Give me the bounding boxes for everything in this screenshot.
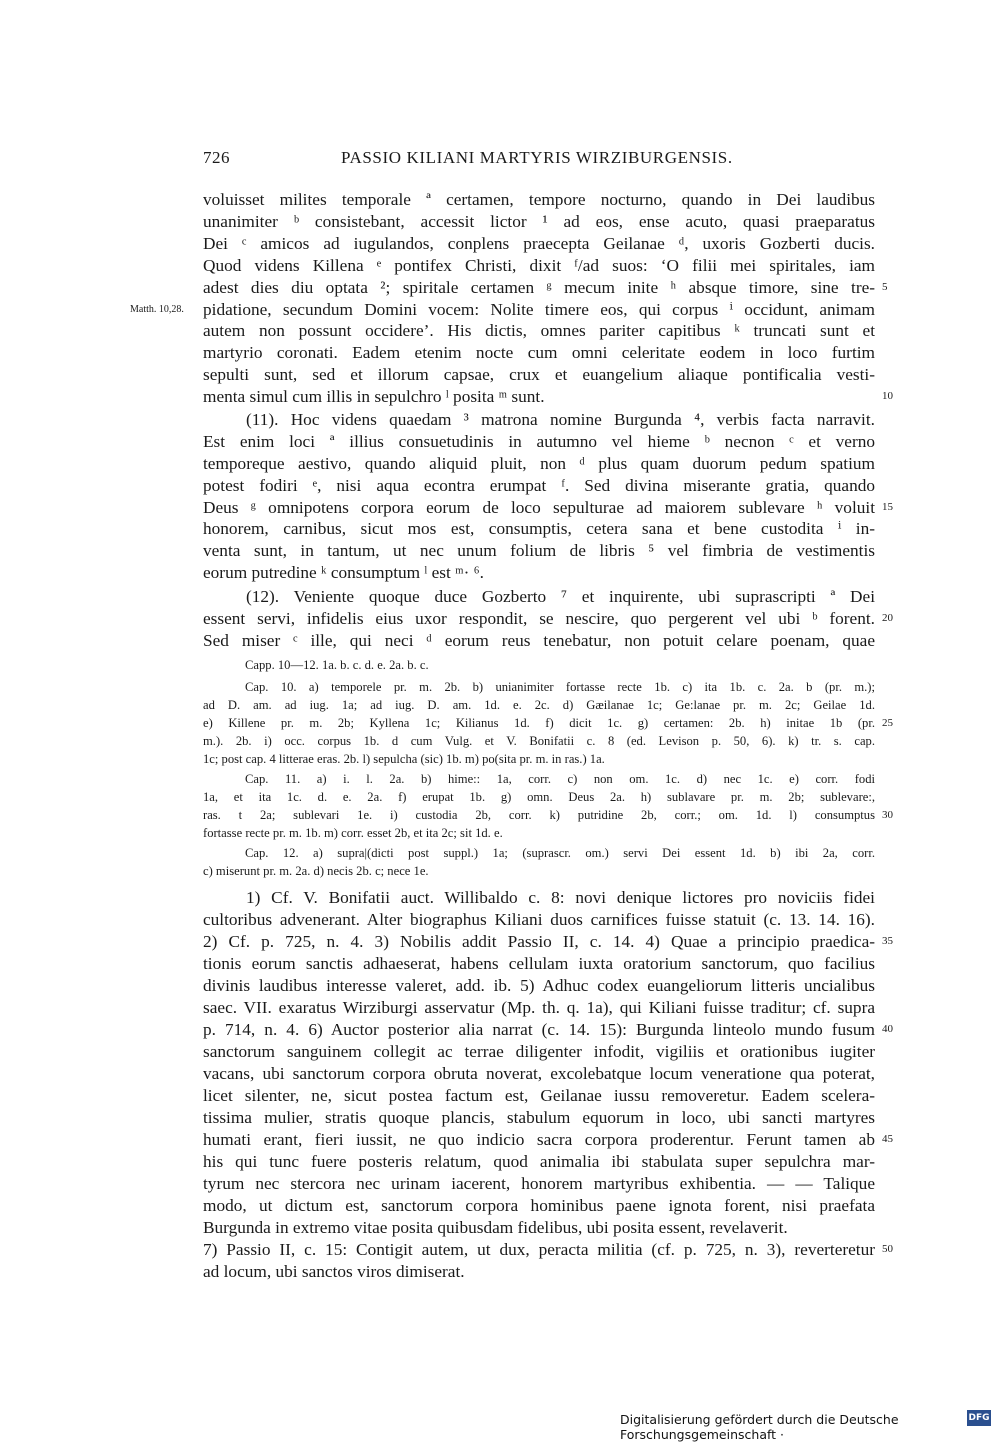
page-number: 726 [203, 148, 230, 167]
text-line: adest dies diu optata ²; spiritale certamen ᵍ mecum inite ʰ absque timore, sine tre- [203, 278, 875, 297]
note-line: Burgunda in extremo vitae posita quibusdam fidelibus, ubi posita essent, revelaverit. [203, 1218, 788, 1237]
digitization-credit: Digitalisierung gefördert durch die Deutsche Forschungsgemeinschaft · [620, 1412, 899, 1442]
note-line: tyrum nec stercora nec urinam iacerent, honorem martyribus exhibentia. — — Talique [203, 1174, 875, 1193]
text-line: unanimiter ᵇ consistebant, accessit lictor ¹ ad eos, ense acuto, quasi praeparatus [203, 212, 875, 231]
note-line: 2) Cf. p. 725, n. 4. 3) Nobilis addit Passio II, c. 14. 4) Quae a principio praedica- [203, 932, 875, 951]
apparatus-line: ras. t 2a; sublevari 1e. i) custodia 2b, corr. k) putridine 2b, corr.; om. 1d. l) consumptus [203, 808, 875, 822]
line-number: 35 [882, 935, 893, 947]
note-line: cultoribus advenerant. Alter biographus Kiliani duos carnifices fuisse statuit (c. 13. 14. 16). [203, 910, 875, 929]
note-line: p. 714, n. 4. 6) Auctor posterior alia narrat (c. 14. 15): Burgunda linteolo mundo fusum [203, 1020, 875, 1039]
apparatus-line: c) miserunt pr. m. 2a. d) necis 2b. c; nece 1e. [203, 864, 429, 878]
line-number: 50 [882, 1243, 893, 1255]
text-line: venta sunt, in tantum, ut nec unum folium de libris ⁵ vel fimbria de vestimentis [203, 541, 875, 560]
note-line: 7) Passio II, c. 15: Contigit autem, ut dux, peracta militia (cf. p. 725, n. 3), reverteretur [203, 1240, 875, 1259]
note-line: tissima mulier, stratis quoque plancis, stabulum equorum in loco, ubi sancti martyres [203, 1108, 875, 1127]
apparatus-line: 1c; post cap. 4 litterae eras. 2b. l) sepulcha (sic) 1b. m) po(sita pr. m. in ras.) 1a. [203, 752, 605, 766]
apparatus-line: m.). 2b. i) occ. corpus 1b. d cum Vulg. et V. Bonifatii c. 8 (ed. Levison p. 50, 6). k) tr. s. cap. [203, 734, 875, 748]
apparatus-line: Capp. 10—12. 1a. b. c. d. e. 2a. b. c. [245, 658, 429, 672]
text-line: martyrio coronati. Eadem etenim nocte cum omni celeritate eodem in loco furtim [203, 343, 875, 362]
text-line: (11). Hoc videns quaedam ³ matrona nomine Burgunda ⁴, verbis facta narravit. [246, 410, 875, 429]
apparatus-line: Cap. 12. a) supra|(dicti post suppl.) 1a; (suprascr. om.) servi Dei essent 1d. b) ibi 2a, corr. [245, 846, 875, 860]
note-line: saec. VII. exaratus Wirziburgi asservatur (Mp. th. q. 1a), qui Kiliani fuisse traditur; cf. supra [203, 998, 875, 1017]
apparatus-line: 1a, et ita 1c. d. e. 2a. f) erupat 1b. g) omn. Deus 2a. h) sublavare pr. m. 2b; sublevare:, [203, 790, 875, 804]
text-line: potest fodiri ᵉ, nisi aqua econtra erumpat ᶠ. Sed divina miserante gratia, quando [203, 476, 875, 495]
apparatus-line: Cap. 11. a) i. l. 2a. b) hime:: 1a, corr. c) non om. 1c. d) nec 1c. e) corr. fodi [245, 772, 875, 786]
page-header [203, 148, 875, 172]
text-line: voluisset milites temporale ª certamen, tempore nocturno, quando in Dei laudibus [203, 190, 875, 209]
apparatus-line: e) Killene pr. m. 2b; Kyllena 1c; Kilianus 1d. f) dicit 1c. g) certamen: 2b. h) initae 1b (pr. [203, 716, 875, 730]
text-line: essent servi, infidelis eius uxor respondit, se nescire, quo pergerent vel ubi ᵇ forent. [203, 609, 875, 628]
line-number: 20 [882, 612, 893, 624]
text-line: honorem, carnibus, sicut mos est, consumptis, cetera sana et bene custodita ⁱ in- [203, 519, 875, 538]
note-line: divinis laudibus interesse valeret, add. ib. 5) Adhuc codex euangeliorum litteris uncialibus [203, 976, 875, 995]
text-line: Deus ᵍ omnipotens corpora eorum de loco sepulturae ad maiorem sublevare ʰ voluit [203, 498, 875, 517]
note-line: humati erant, fieri iussit, ne quo indicio sacra corpora proderentur. Ferunt tamen ab [203, 1130, 875, 1149]
line-number: 5 [882, 281, 888, 293]
apparatus-line: Cap. 10. a) temporele pr. m. 2b. b) unianimiter fortasse recte 1b. c) ita 1b. c. 2a. b (pr. m.); [245, 680, 875, 694]
line-number: 45 [882, 1133, 893, 1145]
line-number: 40 [882, 1023, 893, 1035]
note-line: vacans, ubi sanctorum corpora obruta noverat, excolebatque locum veneratione qua poterat, [203, 1064, 875, 1083]
line-number: 25 [882, 717, 893, 729]
apparatus-line: fortasse recte pr. m. 1b. m) corr. esset 2b, et ita 2c; sit 1d. e. [203, 826, 503, 840]
note-line: modo, ut dictum est, sanctorum corpora hominibus paene ignota forent, nisi praefata [203, 1196, 875, 1215]
text-line: Dei ᶜ amicos ad iugulandos, conplens praecepta Geilanae ᵈ, uxoris Gozberti ducis. [203, 234, 875, 253]
running-title: PASSIO KILIANI MARTYRIS WIRZIBURGENSIS. [341, 148, 733, 167]
line-number: 30 [882, 809, 893, 821]
note-line: sanctorum sanguinem collegit ac terrae diligenter infodit, vigiliis et orationibus iugiter [203, 1042, 875, 1061]
text-line: (12). Veniente quoque duce Gozberto ⁷ et inquirente, ubi suprascripti ª Dei [246, 587, 875, 606]
apparatus-line: ad D. am. ad iug. 1a; ad iug. D. am. 1d. e. 2c. d) Gæilanae 1c; Ge:lanae pr. m. 2c; Geilae 1d. [203, 698, 875, 712]
text-line: temporeque aestivo, quando aliquid pluit, non ᵈ plus quam duorum pedum spatium [203, 454, 875, 473]
line-number: 15 [882, 501, 893, 513]
note-line: his qui tunc fuere posteris relatum, quod animalia ibi stabulata super sepulchra mar- [203, 1152, 875, 1171]
dfg-logo: DFG [967, 1410, 991, 1426]
text-line: Sed miser ᶜ ille, qui neci ᵈ eorum reus tenebatur, non potuit celare poenam, quae [203, 631, 875, 650]
text-line: Est enim loci ª illius consuetudinis in autumno vel hieme ᵇ necnon ᶜ et verno [203, 432, 875, 451]
note-line: ad locum, ubi sanctos viros dimiserat. [203, 1262, 465, 1281]
text-line: autem non possunt occidere’. His dictis, omnes pariter capitibus ᵏ truncati sunt et [203, 321, 875, 340]
text-line: eorum putredine ᵏ consumptum ˡ est ᵐ· ⁶. [203, 563, 484, 582]
text-line: sepulti sunt, sed et illorum capsae, crux et euangelium aliaque pontificalia vesti- [203, 365, 875, 384]
line-number: 10 [882, 390, 893, 402]
note-line: licet silenter, ne, sicut postea factum est, Geilanae iussu removeretur. Eadem scelera- [203, 1086, 875, 1105]
margin-reference: Matth. 10,28. [130, 304, 184, 315]
note-line: tionis eorum sanctis adhaeserat, habens cellulam iuxta oratorium sanctorum, quo facilius [203, 954, 875, 973]
text-line: menta simul cum illis in sepulchro ˡ posita ᵐ sunt. [203, 387, 545, 406]
text-line: pidatione, secundum Domini vocem: Nolite timere eos, qui corpus ⁱ occidunt, animam [203, 300, 875, 319]
text-line: Quod videns Killena ᵉ pontifex Christi, dixit ᶠ/ad suos: ‘O filii mei spiritales, iam [203, 256, 875, 275]
note-line: 1) Cf. V. Bonifatii auct. Willibaldo c. 8: novi denique lictores pro noviciis fidei [246, 888, 875, 907]
